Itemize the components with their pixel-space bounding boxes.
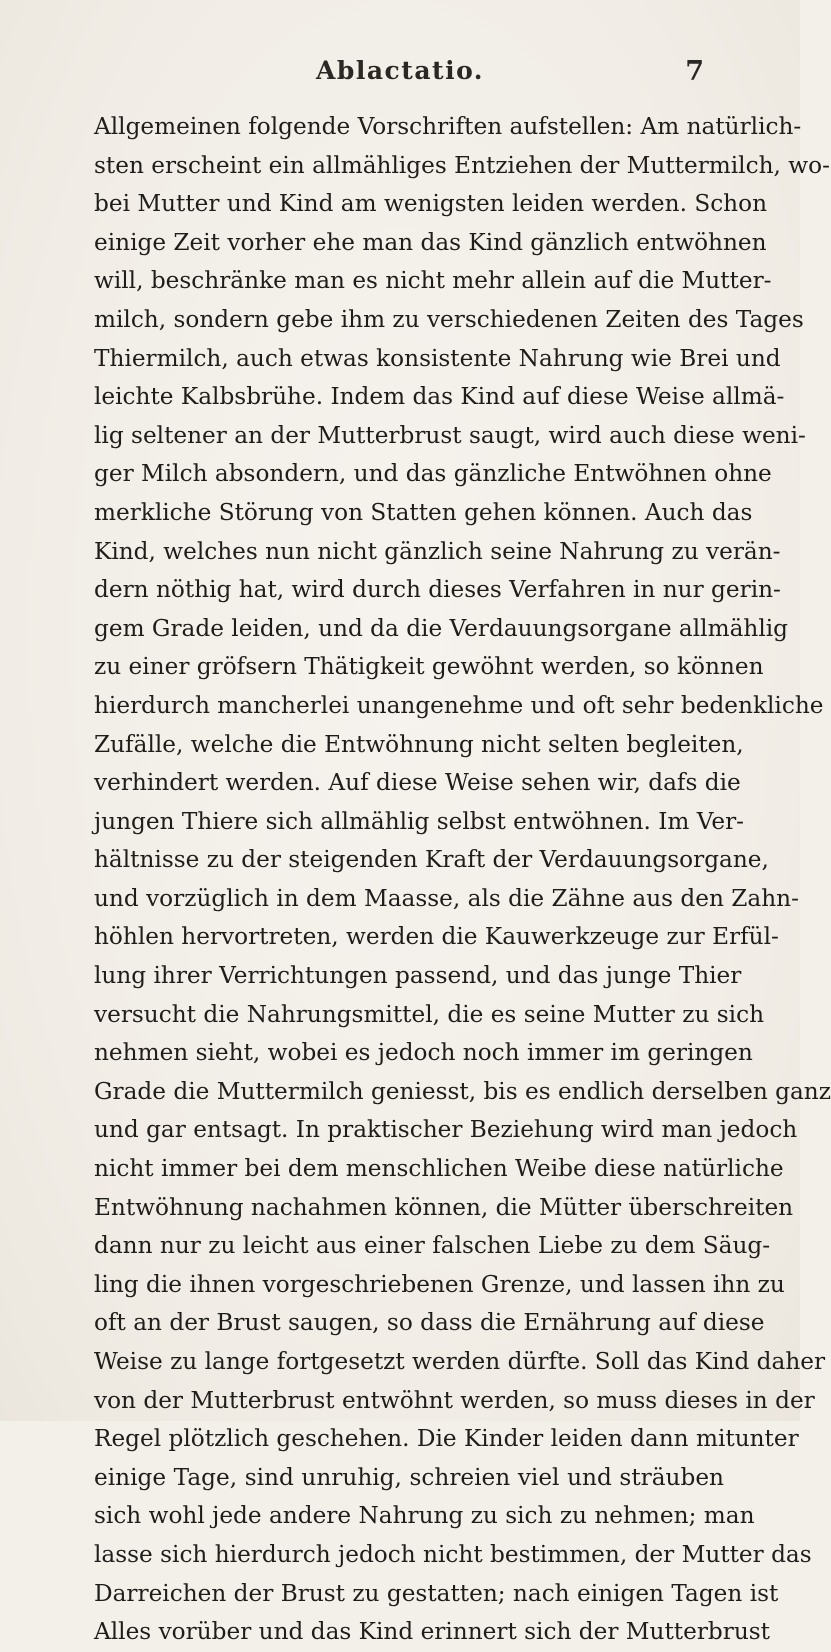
text-line: gem Grade leiden, und da die Verdauungsorgane allmählig xyxy=(94,614,789,642)
text-line: hältnisse zu der steigenden Kraft der Verdauungsorgane, xyxy=(94,846,769,874)
text-line: ger Milch absondern, und das gänzliche Entwöhnen ohne xyxy=(94,460,772,488)
text-line: und gar entsagt. In praktischer Beziehung wird man jedoch xyxy=(94,1116,798,1144)
text-line: merkliche Störung von Statten gehen können. Auch das xyxy=(94,498,753,526)
text-line: Darreichen der Brust zu gestatten; nach einigen Tagen ist xyxy=(94,1579,779,1607)
text-line: dann nur zu leicht aus einer falschen Liebe zu dem Säug- xyxy=(94,1232,771,1260)
text-line: Kind, welches nun nicht gänzlich seine Nahrung zu verän- xyxy=(94,537,781,565)
text-line: einige Zeit vorher ehe man das Kind gänzlich entwöhnen xyxy=(94,228,767,256)
body-text xyxy=(94,108,831,1652)
text-line: sich wohl jede andere Nahrung zu sich zu nehmen; man xyxy=(94,1502,755,1530)
text-line: oft an der Brust saugen, so dass die Ernährung auf diese xyxy=(94,1309,765,1337)
text-line: leichte Kalbsbrühe. Indem das Kind auf diese Weise allmä- xyxy=(94,383,785,411)
text-line: dern nöthig hat, wird durch dieses Verfahren in nur gerin- xyxy=(94,576,781,604)
text-line: will, beschränke man es nicht mehr allein auf die Mutter- xyxy=(94,267,772,295)
running-head: Ablactatio. xyxy=(315,56,485,85)
text-line: zu einer gröfsern Thätigkeit gewöhnt werden, so können xyxy=(94,653,764,681)
text-line: nicht immer bei dem menschlichen Weibe diese natürliche xyxy=(94,1155,784,1183)
text-line: hierdurch mancherlei unangenehme und oft sehr bedenkliche xyxy=(94,691,824,719)
page-number: 7 xyxy=(685,56,704,87)
text-line: jungen Thiere sich allmählig selbst entwöhnen. Im Ver- xyxy=(94,807,744,835)
text-line: Zufälle, welche die Entwöhnung nicht selten begleiten, xyxy=(94,730,744,758)
text-line: Entwöhnung nachahmen können, die Mütter überschreiten xyxy=(94,1193,794,1221)
text-line: Thiermilch, auch etwas konsistente Nahrung wie Brei und xyxy=(94,344,781,372)
text-line: nehmen sieht, wobei es jedoch noch immer im geringen xyxy=(94,1039,753,1067)
text-line: von der Mutterbrust entwöhnt werden, so muss dieses in der xyxy=(94,1386,815,1414)
text-line: versucht die Nahrungsmittel, die es seine Mutter zu sich xyxy=(94,1000,765,1028)
text-line: bei Mutter und Kind am wenigsten leiden werden. Schon xyxy=(94,190,768,218)
text-line: lig seltener an der Mutterbrust saugt, wird auch diese weni- xyxy=(94,421,806,449)
page-header xyxy=(0,56,800,96)
text-line: Regel plötzlich geschehen. Die Kinder leiden dann mitunter xyxy=(94,1425,799,1453)
text-line: Alles vorüber und das Kind erinnert sich der Mutterbrust xyxy=(94,1618,770,1646)
text-line: einige Tage, sind unruhig, schreien viel und sträuben xyxy=(94,1463,724,1491)
text-line: sten erscheint ein allmähliges Entziehen der Muttermilch, wo- xyxy=(94,151,830,179)
text-line: Grade die Muttermilch geniesst, bis es endlich derselben ganz xyxy=(94,1077,831,1105)
text-line: verhindert werden. Auf diese Weise sehen wir, dafs die xyxy=(94,769,741,797)
text-line: lung ihrer Verrichtungen passend, und das junge Thier xyxy=(94,962,742,990)
text-line: lasse sich hierdurch jedoch nicht bestimmen, der Mutter das xyxy=(94,1540,812,1568)
text-line: Weise zu lange fortgesetzt werden dürfte. Soll das Kind daher xyxy=(94,1348,826,1375)
text-line: ling die ihnen vorgeschriebenen Grenze, und lassen ihn zu xyxy=(94,1270,785,1298)
text-line: milch, sondern gebe ihm zu verschiedenen Zeiten des Tages xyxy=(94,305,804,333)
text-line: höhlen hervortreten, werden die Kauwerkzeuge zur Erfül- xyxy=(94,923,779,951)
text-line: Allgemeinen folgende Vorschriften aufstellen: Am natürlich- xyxy=(94,113,802,140)
text-line: und vorzüglich in dem Maasse, als die Zähne aus den Zahn- xyxy=(94,884,799,912)
